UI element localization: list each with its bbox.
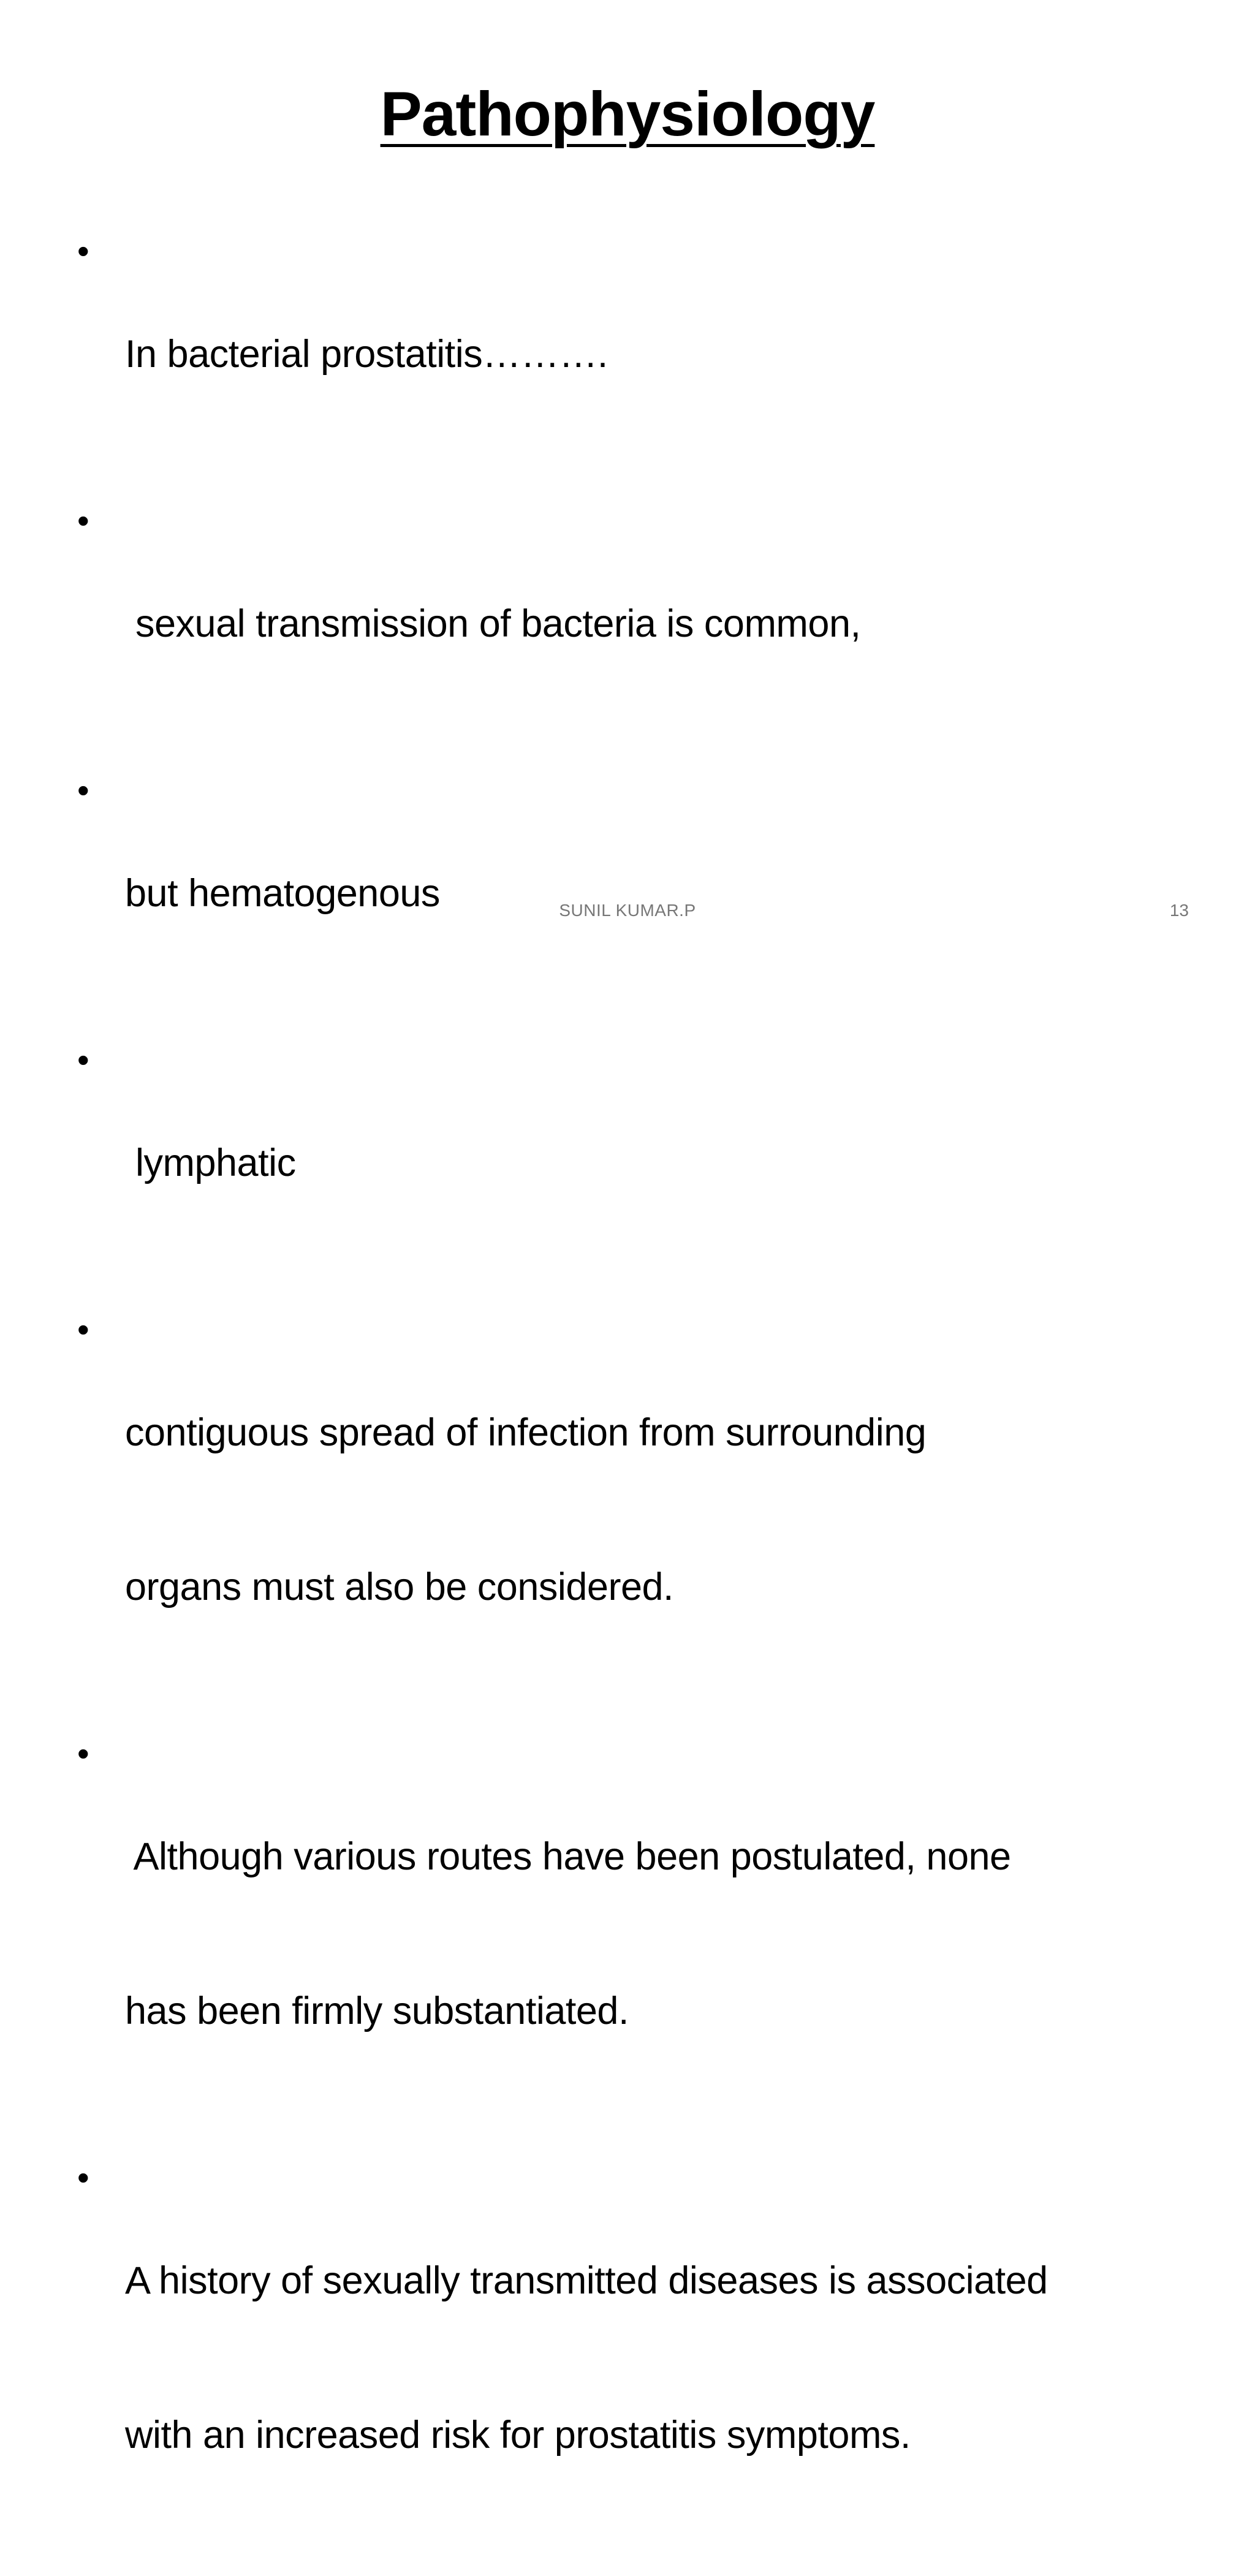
bullet-line: sexual transmission of bacteria is common, (125, 602, 861, 645)
bullet-line: lymphatic (125, 1142, 296, 1184)
slide-title: Pathophysiology (380, 79, 875, 149)
bullet-line: In bacterial prostatitis………. (125, 333, 608, 376)
bullet-dot: • (77, 1734, 89, 1773)
footer-author: SUNIL KUMAR.P (559, 901, 696, 920)
slide-number: 13 (1169, 901, 1189, 920)
bullet-text (125, 1360, 1201, 1711)
bullet-list (74, 225, 1201, 2576)
bullet-dot: • (77, 2158, 89, 2197)
bullet-item (74, 225, 1201, 483)
bullet-line: A history of sexually transmitted diseases is associated (125, 2259, 1048, 2302)
bullet-dot: • (77, 1310, 89, 1349)
bullet-item (74, 495, 1201, 752)
bullet-line: organs must also be considered. (125, 1566, 674, 1608)
bullet-line: but hematogenous (125, 872, 440, 915)
bullet-item (74, 765, 1201, 1022)
bullet-item (74, 1728, 1201, 2140)
bullet-text (125, 281, 1201, 479)
bullet-line: has been firmly substantiated. (125, 1990, 629, 2032)
bullet-line: contiguous spread of infection from surrounding (125, 1411, 927, 1454)
bullet-dot: • (77, 501, 89, 540)
bullet-dot: • (77, 232, 89, 270)
bullet-dot: • (77, 1040, 89, 1079)
bullet-text (125, 551, 1201, 748)
bullet-line: with an increased risk for prostatitis symptoms. (125, 2414, 911, 2457)
bullet-text (125, 1784, 1201, 2135)
bullet-dot: • (77, 771, 89, 809)
bullet-item (74, 1034, 1201, 1292)
bullet-item (74, 1304, 1201, 1716)
bullet-line: Although various routes have been postulated, none (125, 1835, 1011, 1878)
bullet-text (125, 2208, 1201, 2559)
bullet-item (74, 2152, 1201, 2564)
bullet-text (125, 1090, 1201, 1287)
